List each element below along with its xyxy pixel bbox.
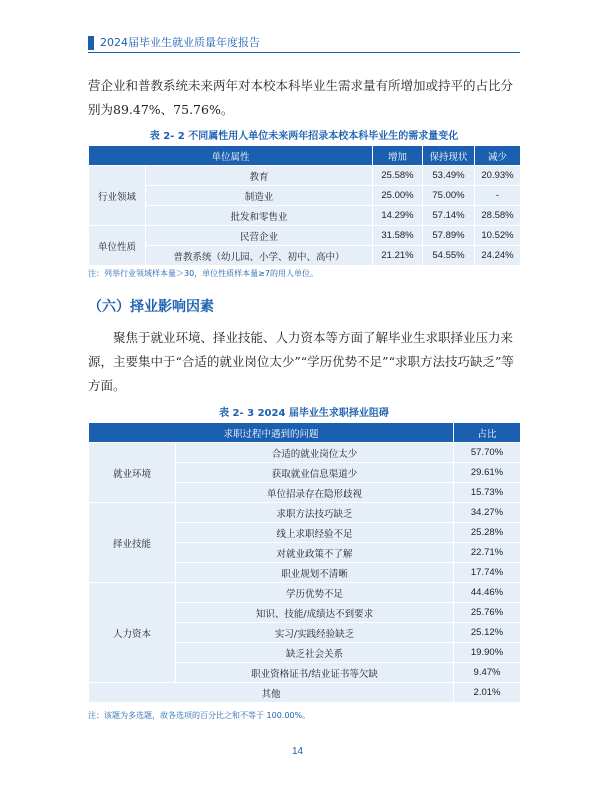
cell-value: 17.74% [454,563,521,583]
table-row [89,683,521,703]
section-title: （六）择业影响因素 [88,299,214,315]
group-label: 择业技能 [89,503,176,583]
row-label: 教育 [146,166,373,186]
cell-value: 25.00% [373,186,423,206]
table1-header-decrease: 减少 [475,146,521,166]
intro-paragraph: 营企业和普教系统未来两年对本校本科毕业生需求量有所增加或持平的占比分别为89.47%、75.76%。 [88,78,514,117]
cell-value: 21.21% [373,246,423,266]
cell-value: 22.71% [454,543,521,563]
row-label: 实习/实践经验缺乏 [176,623,454,643]
cell-value: 54.55% [423,246,475,266]
cell-value: 75.00% [423,186,475,206]
page-number: 14 [291,746,304,757]
cell-value: 57.70% [454,443,521,463]
table-row [89,246,521,266]
table1-note: 注：列举行业领域样本量＞30，单位性质样本量≥7的用人单位。 [88,269,318,278]
cell-value: 25.28% [454,523,521,543]
table2-header-share: 占比 [454,423,521,443]
row-label: 知识、技能/成绩达不到要求 [176,603,454,623]
cell-value: 19.90% [454,643,521,663]
cell-value: 24.24% [475,246,521,266]
row-label: 单位招录存在隐形歧视 [176,483,454,503]
cell-value: 9.47% [454,663,521,683]
cell-value: 2.01% [454,683,521,703]
row-label: 合适的就业岗位太少 [176,443,454,463]
cell-value: 25.12% [454,623,521,643]
cell-value: 53.49% [423,166,475,186]
row-label: 职业规划不清晰 [176,563,454,583]
cell-value: 28.58% [475,206,521,226]
row-label: 对就业政策不了解 [176,543,454,563]
table1-header-increase: 增加 [373,146,423,166]
table1-caption: 表 2- 2 不同属性用人单位未来两年招录本校本科毕业生的需求量变化 [149,131,459,142]
cell-value: 10.52% [475,226,521,246]
row-label: 职业资格证书/结业证书等欠缺 [176,663,454,683]
group-label: 行业领域 [89,166,146,226]
table-row [89,226,521,246]
table1 [88,145,521,266]
table2-note: 注：该题为多选题，故各选项的百分比之和不等于 100.00%。 [88,711,311,720]
header-accent-bar [88,36,94,50]
cell-value: 15.73% [454,483,521,503]
header-title: 2024届毕业生就业质量年度报告 [100,36,260,49]
cell-value: 57.89% [423,226,475,246]
table-row [89,583,521,603]
cell-value: 25.58% [373,166,423,186]
other-label: 其他 [89,683,454,703]
cell-value: 29.61% [454,463,521,483]
section-paragraph: 聚焦于就业环境、择业技能、人力资本等方面了解毕业生求职择业压力来源，主要集中于“合适的就业岗位太少”“学历优势不足”“求职方法技巧缺乏”等方面。 [88,330,514,393]
row-label: 线上求职经验不足 [176,523,454,543]
row-label: 民营企业 [146,226,373,246]
running-header [88,36,520,54]
table1-header-attr: 单位属性 [89,146,373,166]
group-label: 就业环境 [89,443,176,503]
row-label: 普教系统（幼儿园、小学、初中、高中） [146,246,373,266]
row-label: 求职方法技巧缺乏 [176,503,454,523]
cell-value: 20.93% [475,166,521,186]
row-label: 制造业 [146,186,373,206]
row-label: 缺乏社会关系 [176,643,454,663]
cell-value: - [475,186,521,206]
table1-header-keep: 保持现状 [423,146,475,166]
row-label: 学历优势不足 [176,583,454,603]
table-row [89,443,521,463]
cell-value: 34.27% [454,503,521,523]
table-row [89,186,521,206]
row-label: 获取就业信息渠道少 [176,463,454,483]
cell-value: 57.14% [423,206,475,226]
table2 [88,422,521,703]
cell-value: 44.46% [454,583,521,603]
header-rule [88,52,520,53]
table1-header-row [89,146,521,166]
cell-value: 25.76% [454,603,521,623]
cell-value: 31.58% [373,226,423,246]
table2-caption: 表 2- 3 2024 届毕业生求职择业阻碍 [219,408,389,419]
table2-header-problem: 求职过程中遇到的问题 [89,423,454,443]
table-row [89,166,521,186]
table-row [89,206,521,226]
table-row [89,503,521,523]
cell-value: 14.29% [373,206,423,226]
row-label: 批发和零售业 [146,206,373,226]
group-label: 人力资本 [89,583,176,683]
table2-header-row [89,423,521,443]
group-label: 单位性质 [89,226,146,266]
